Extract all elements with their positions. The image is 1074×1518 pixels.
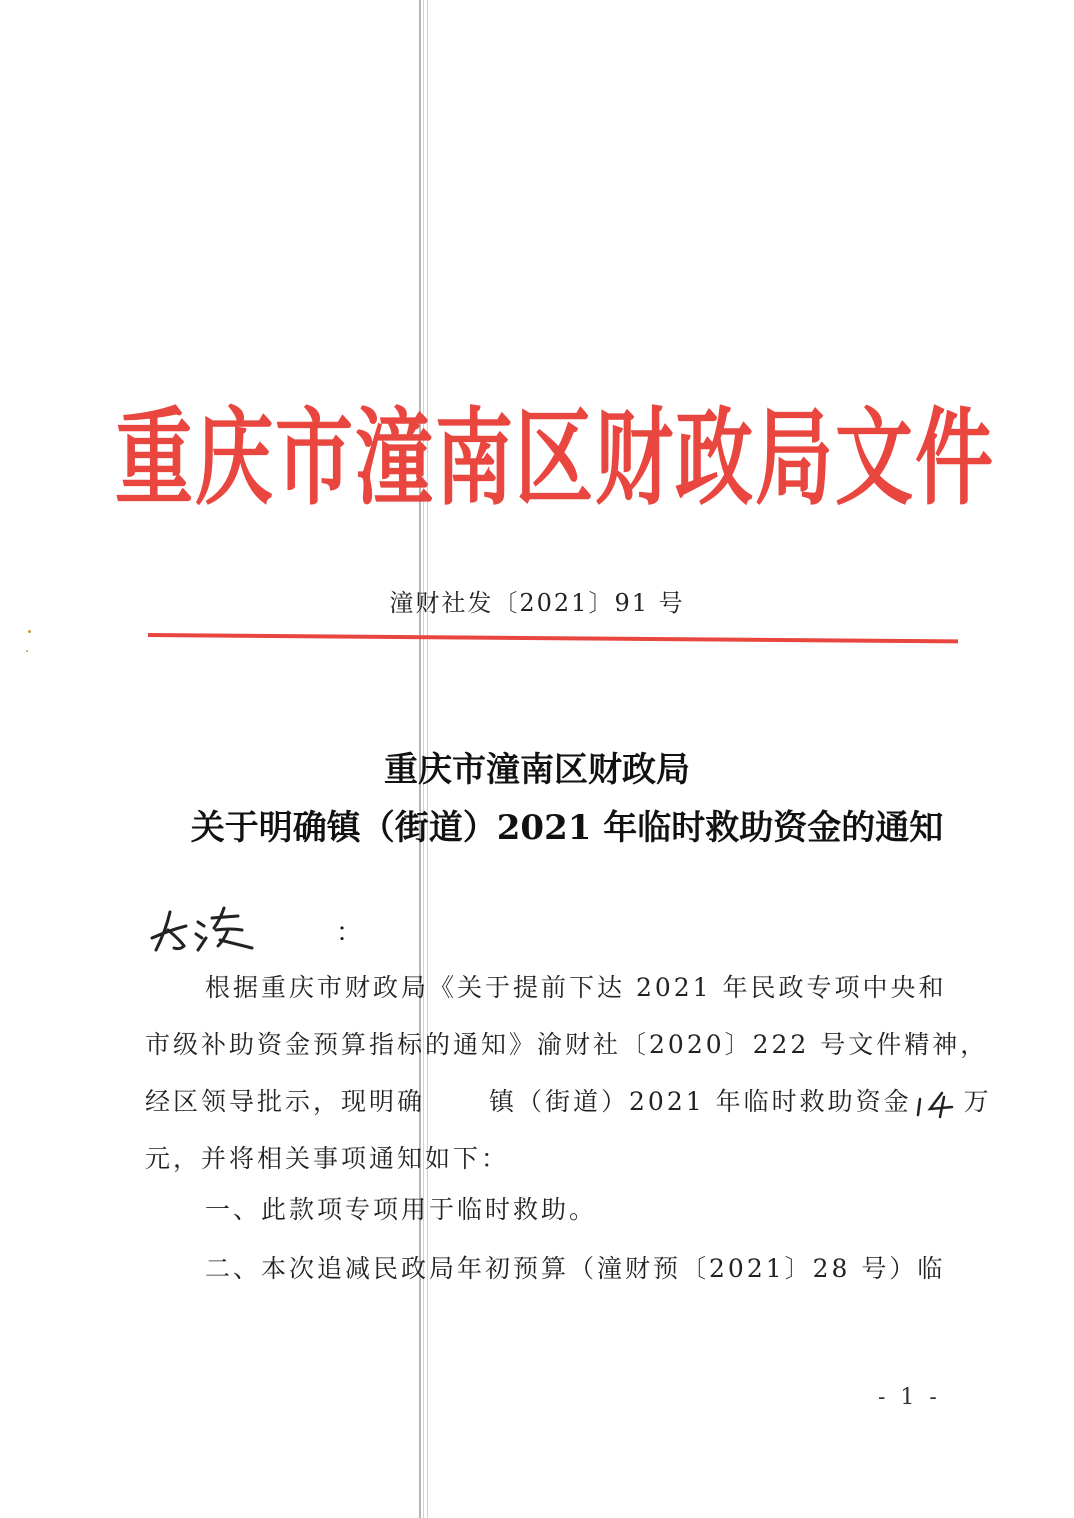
body-line: 市级补助资金预算指标的通知》渝财社〔2020〕222 号文件精神， [145,1030,989,1059]
body-text: 经区领导批示，现明确 [145,1087,426,1116]
scan-speck [28,630,31,633]
salutation-colon: ： [336,918,363,948]
notice-title-line-1: 重庆市潼南区财政局 [384,750,690,790]
body-line: 一、此款项专项用于临时救助。 [205,1195,598,1224]
body-text: 镇（街道）2021 年临时救助资金 [489,1087,912,1116]
body-line [145,1082,992,1119]
document-masthead: 重庆市潼南区财政局文件 [115,397,996,521]
notice-title-line-2: 关于明确镇（街道）2021 年临时救助资金的通知 [190,808,944,848]
body-line: 二、本次追减民政局年初预算（潼财预〔2021〕28 号）临 [205,1254,946,1283]
document-number: 潼财社发〔2021〕91 号 [389,589,685,617]
body-line: 元，并将相关事项通知如下： [145,1144,510,1173]
body-line: 根据重庆市财政局《关于提前下达 2021 年民政专项中央和 [205,973,947,1002]
body-text: 万 [963,1087,992,1116]
page-number: - 1 - [878,1385,941,1410]
scan-speck [26,650,28,652]
handwritten-amount [912,1089,964,1119]
handwritten-recipient-signature [140,900,280,960]
red-divider-rule [148,633,958,643]
